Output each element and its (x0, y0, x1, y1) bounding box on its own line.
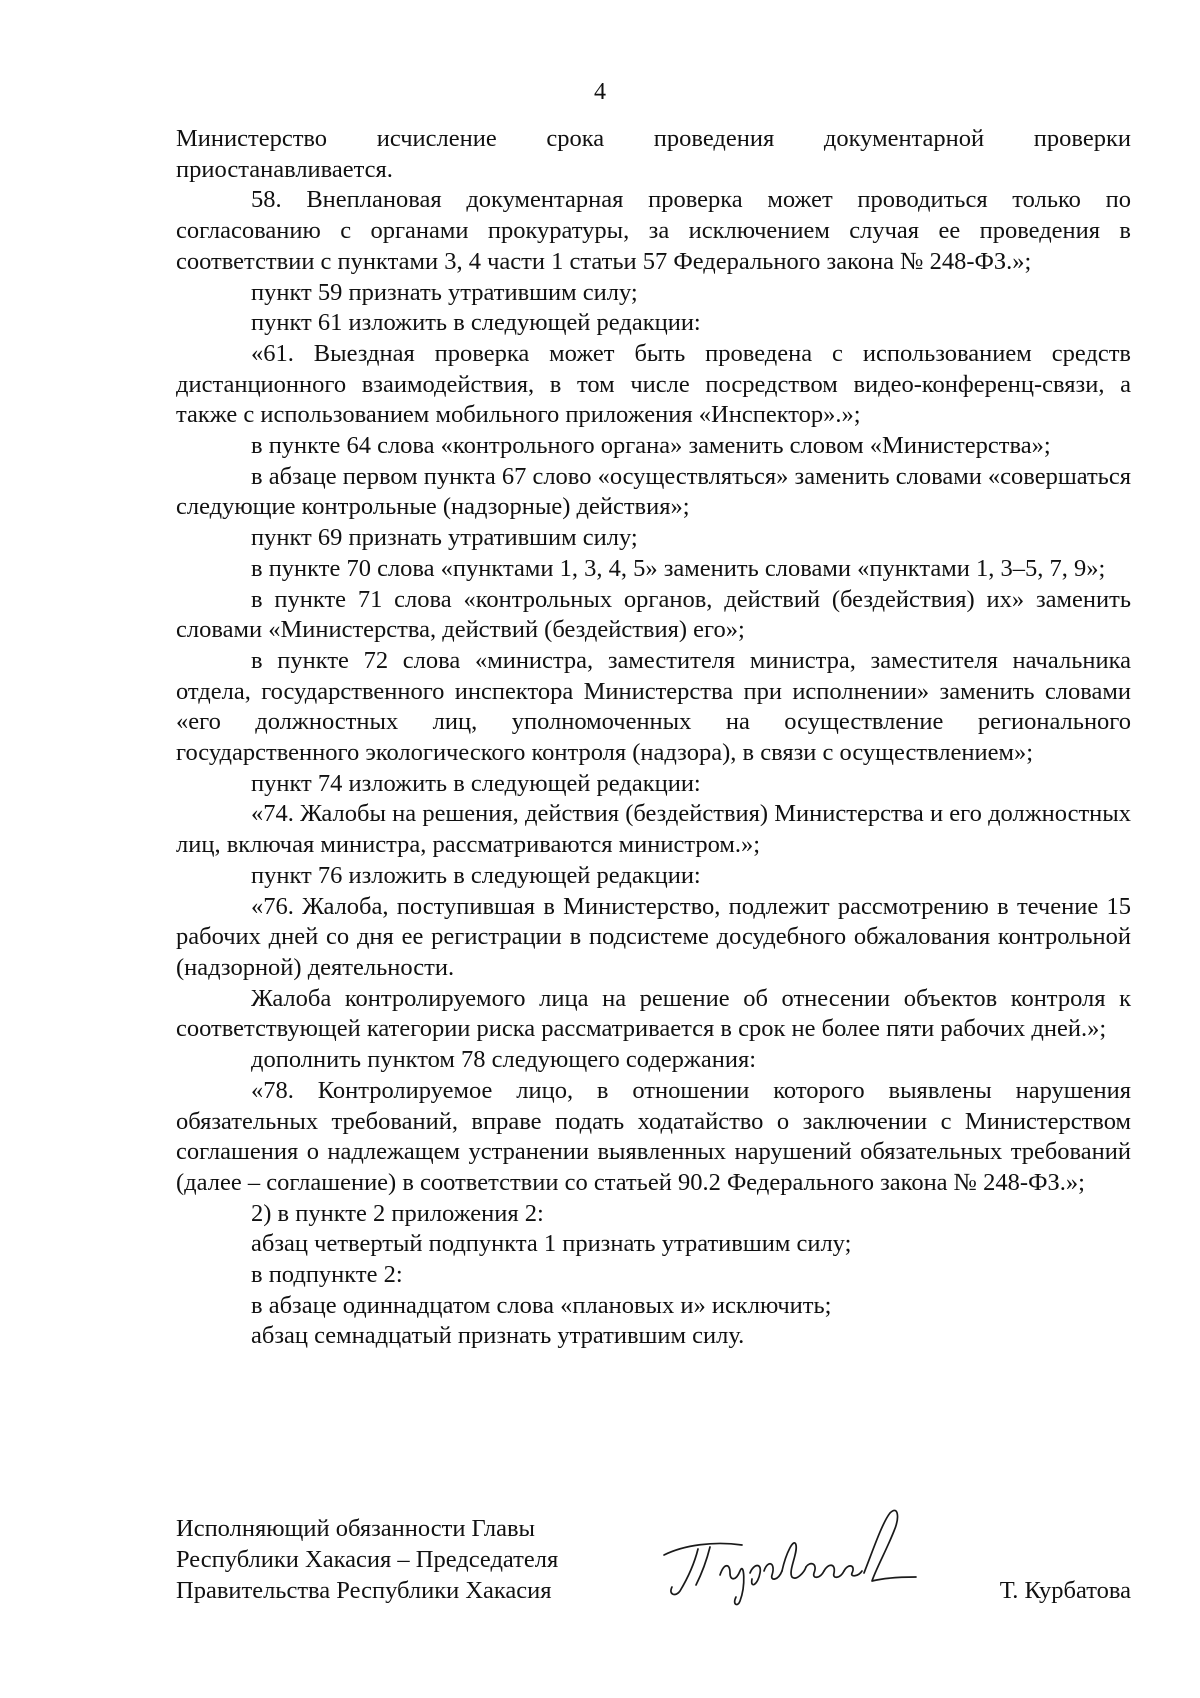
paragraph: в пункте 70 слова «пунктами 1, 3, 4, 5» заменить словами «пунктами 1, 3–5, 7, 9»; (251, 554, 1106, 582)
paragraph: 2) в пункте 2 приложения 2: (251, 1199, 544, 1227)
paragraph: пункт 61 изложить в следующей редакции: (251, 309, 701, 337)
paragraph: «78. Контролируемое лицо, в отношении которого выявлены нарушения обязательных требований, вправе подать ходатайство о заключении с Министерством соглашения о надлежащем устранении выявленных нарушений обязательных требований (далее – соглашение) в соответствии со статьей 90.2 Федерального закона № 248-ФЗ.»; (176, 1076, 1131, 1196)
paragraph: «76. Жалоба, поступившая в Министерство, подлежит рассмотрению в течение 15 рабочих дней со дня ее регистрации в подсистеме досудебного обжалования контрольной (надзорной) деятельности. (176, 892, 1131, 981)
paragraph: 58. Внеплановая документарная проверка может проводиться только по согласованию с органами прокуратуры, за исключением случая ее проведения в соответствии с пунктами 3, 4 части 1 статьи 57 Федерального закона № 248-ФЗ.»; (176, 186, 1131, 275)
signature-block (176, 1513, 1131, 1623)
paragraph: в пункте 64 слова «контрольного органа» заменить словом «Министерства»; (251, 432, 1051, 460)
paragraph: Жалоба контролируемого лица на решение об отнесении объектов контроля к соответствующей категории риска рассматривается в срок не более пяти рабочих дней.»; (176, 984, 1131, 1043)
paragraph: пункт 76 изложить в следующей редакции: (251, 861, 701, 889)
handwritten-signature (654, 1493, 934, 1613)
paragraph: «74. Жалобы на решения, действия (бездействия) Министерства и его должностных лиц, включая министра, рассматриваются министром.»; (176, 800, 1131, 859)
document-body (176, 124, 1131, 1352)
paragraph: пункт 59 признать утратившим силу; (251, 278, 638, 306)
signer-title (176, 1513, 636, 1606)
signer-title-line: Правительства Республики Хакасия (176, 1577, 552, 1604)
paragraph: Министерство исчисление срока проведения документарной проверки приостанавливается. (176, 125, 1131, 183)
paragraph: в подпункте 2: (251, 1261, 403, 1289)
paragraph: «61. Выездная проверка может быть проведена с использованием средств дистанционного взаимодействия, в том числе посредством видео-конференц-связи, а также с использованием мобильного приложения «Инспектор».»; (176, 339, 1131, 429)
paragraph: дополнить пунктом 78 следующего содержания: (251, 1046, 757, 1074)
paragraph: в пункте 71 слова «контрольных органов, действий (бездействия) их» заменить словами «Министерства, действий (бездействия) его»; (176, 585, 1131, 644)
paragraph: абзац семнадцатый признать утратившим силу. (251, 1322, 745, 1350)
paragraph: пункт 74 изложить в следующей редакции: (251, 769, 701, 797)
paragraph: в пункте 72 слова «министра, заместителя министра, заместителя начальника отдела, государственного инспектора Министерства при исполнении» заменить словами «его должностных лиц, уполномоченных на осуществление регионального государственного экологического контроля (надзора), в связи с осуществлением»; (176, 646, 1131, 767)
paragraph: абзац четвертый подпункта 1 признать утратившим силу; (251, 1230, 852, 1258)
signer-title-line: Республики Хакасия – Председателя (176, 1546, 559, 1573)
paragraph: в абзаце первом пункта 67 слово «осуществляться» заменить словами «совершаться следующие контрольные (надзорные) действия»; (176, 462, 1131, 521)
signer-name: Т. Курбатова (999, 1577, 1131, 1604)
paragraph: пункт 69 признать утратившим силу; (251, 524, 638, 552)
signer-title-line: Исполняющий обязанности Главы (176, 1515, 536, 1542)
page-number: 4 (594, 79, 606, 105)
paragraph: в абзаце одиннадцатом слова «плановых и» исключить; (251, 1291, 832, 1319)
